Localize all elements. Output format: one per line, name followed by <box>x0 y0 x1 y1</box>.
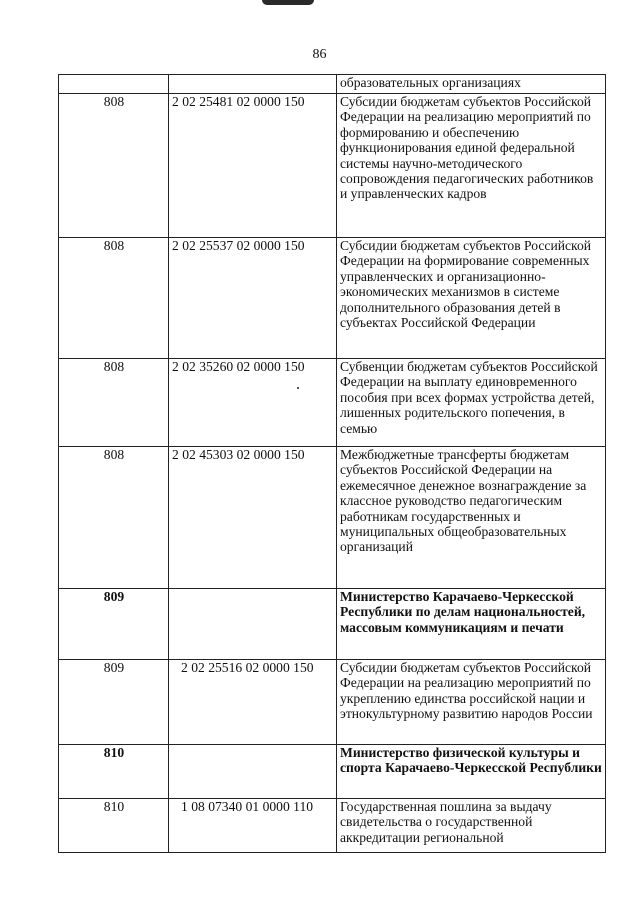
revenue-name-cell: Межбюджетные трансферты бюджетам субъектов Российской Федерации на ежемесячное денежное вознаграждение за классное руководство педагогическим работникам государственных и муниципальных общеобразовательных организаций <box>337 447 606 589</box>
revenue-name-cell: Субвенции бюджетам субъектов Российской Федерации на выплату единовременного пособия при всех формах устройства детей, лишенных родительского попечения, в семью <box>337 359 606 447</box>
budget-code-cell: 1 08 07340 01 0000 110 <box>169 799 337 853</box>
table-row <box>59 94 606 238</box>
table-row <box>59 238 606 359</box>
revenue-name-cell: Субсидии бюджетам субъектов Российской Федерации на реализацию мероприятий по укреплению единства российской нации и этнокультурному развитию народов России <box>337 660 606 745</box>
admin-code-cell: 808 <box>59 94 169 238</box>
budget-code-cell: 2 02 35260 02 0000 150 <box>169 359 337 447</box>
budget-code-cell: 2 02 45303 02 0000 150 <box>169 447 337 589</box>
table-row <box>59 359 606 447</box>
table-row <box>59 660 606 745</box>
table-row <box>59 589 606 660</box>
admin-code-cell: 808 <box>59 238 169 359</box>
budget-code-cell: 2 02 25537 02 0000 150 <box>169 238 337 359</box>
budget-code-cell: 2 02 25516 02 0000 150 <box>169 660 337 745</box>
revenue-name-cell: Субсидии бюджетам субъектов Российской Федерации на формирование современных управленческих и организационно-экономических механизмов в системе дополнительного образования детей в субъектах Российской Федерации <box>337 238 606 359</box>
admin-code-cell: 810 <box>59 799 169 853</box>
budget-codes-table <box>58 74 606 853</box>
admin-code-cell: 809 <box>59 660 169 745</box>
admin-code-cell: 808 <box>59 447 169 589</box>
admin-code-cell <box>59 75 169 94</box>
budget-code-cell <box>169 75 337 94</box>
budget-code-cell <box>169 589 337 660</box>
admin-code-cell: 808 <box>59 359 169 447</box>
table-row <box>59 75 606 94</box>
admin-code-cell: 809 <box>59 589 169 660</box>
page-number: 86 <box>312 47 327 62</box>
budget-code-cell: 2 02 25481 02 0000 150 <box>169 94 337 238</box>
scan-edge-mark <box>262 0 314 5</box>
revenue-name-cell: Государственная пошлина за выдачу свидетельства о государственной аккредитации региональной <box>337 799 606 853</box>
budget-code-cell <box>169 745 337 799</box>
scan-speck <box>297 387 299 389</box>
revenue-name-cell: Министерство физической культуры и спорта Карачаево-Черкесской Республики <box>337 745 606 799</box>
revenue-name-cell: Субсидии бюджетам субъектов Российской Федерации на реализацию мероприятий по формированию и обеспечению функционирования единой федеральной системы научно-методического сопровождения педагогических работников и управленческих кадров <box>337 94 606 238</box>
table-row <box>59 799 606 853</box>
revenue-name-cell: Министерство Карачаево-Черкесской Республики по делам национальностей, массовым коммуникациям и печати <box>337 589 606 660</box>
revenue-name-cell: образовательных организациях <box>337 75 606 94</box>
admin-code-cell: 810 <box>59 745 169 799</box>
table-row <box>59 447 606 589</box>
table-row <box>59 745 606 799</box>
